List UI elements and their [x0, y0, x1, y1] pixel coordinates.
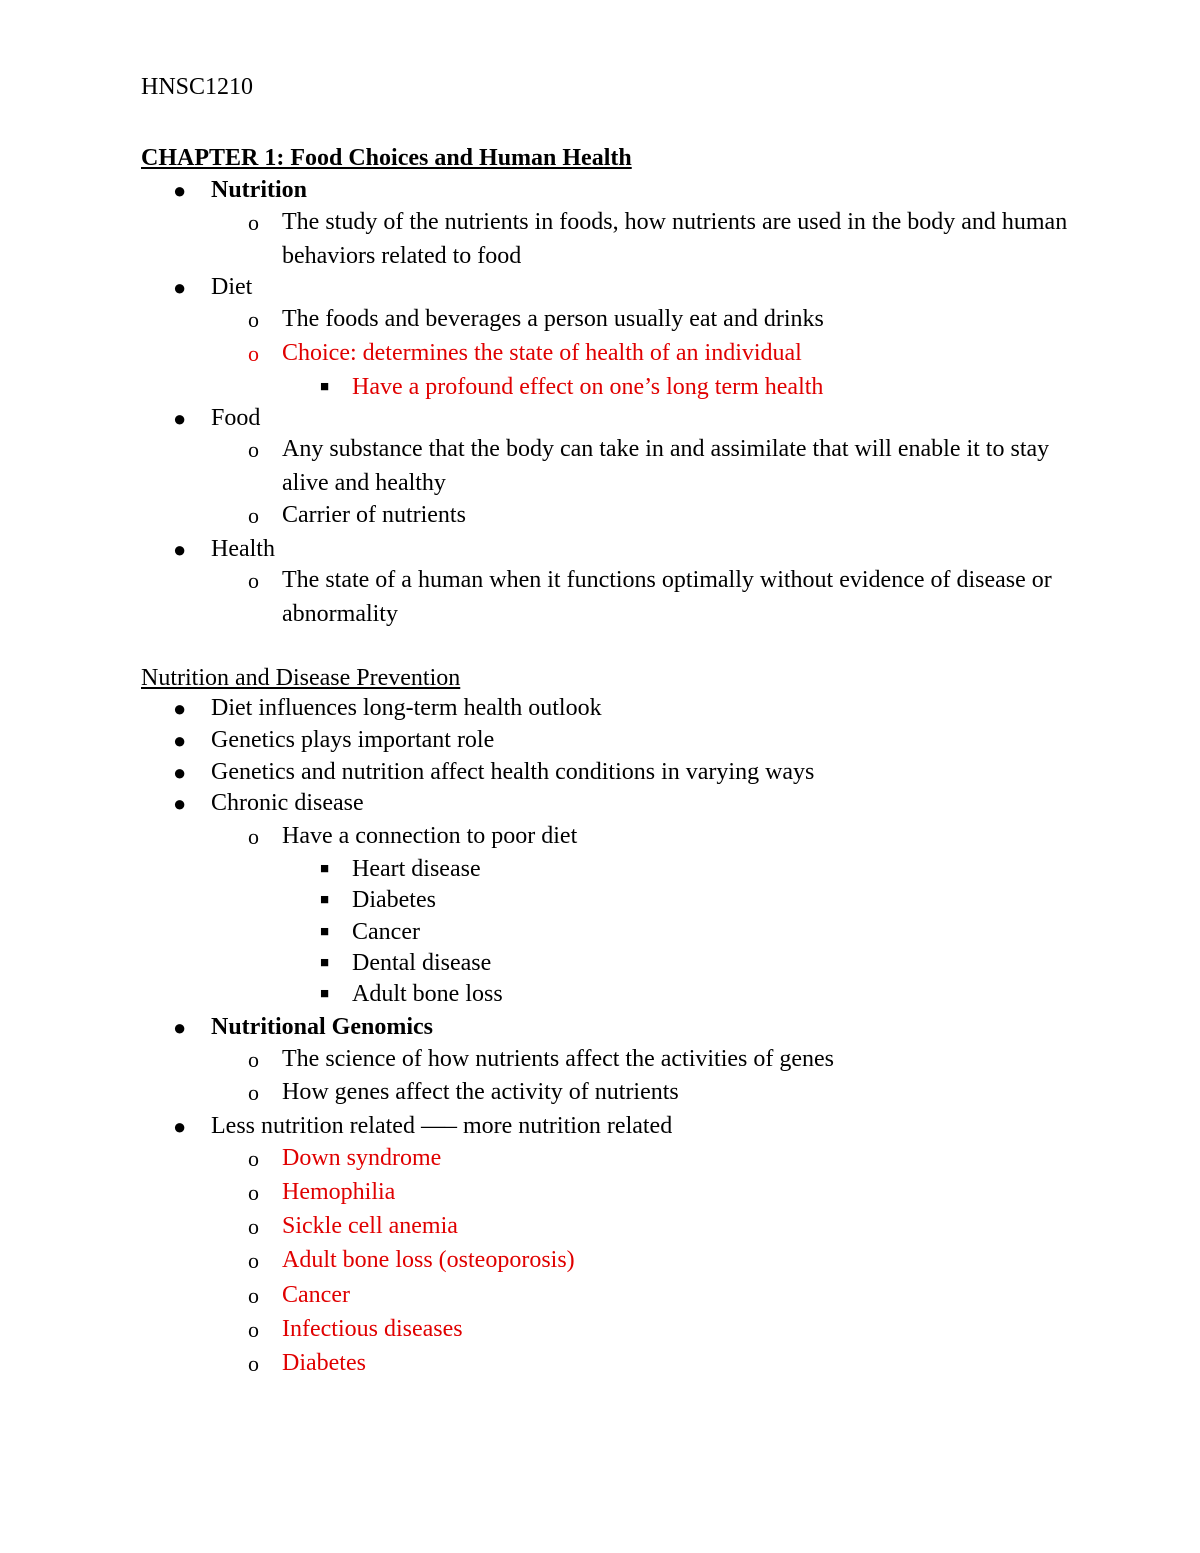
list-item: ■ Dental disease [352, 947, 491, 981]
list-item: ● Food [211, 402, 260, 436]
course-code: HNSC1210 [141, 74, 254, 100]
list-item: o Have a connection to poor diet [282, 820, 577, 854]
square-bullet-icon: ■ [320, 924, 330, 940]
list-item: o Hemophilia [282, 1176, 395, 1210]
filled-bullet-icon: ● [173, 537, 187, 562]
list-item: ● Nutrition [211, 174, 307, 208]
list-item: o Carrier of nutrients [282, 499, 466, 533]
list-item: ● Chronic disease [211, 787, 364, 821]
square-bullet-icon: ■ [320, 379, 330, 395]
hollow-circle-bullet-icon: o [248, 210, 259, 235]
filled-bullet-icon: ● [173, 275, 187, 300]
filled-bullet-icon: ● [173, 1114, 187, 1139]
hollow-circle-bullet-icon: o [248, 1351, 259, 1376]
list-item: o The study of the nutrients in foods, how nutrients are used in the body and human behaviors related to food [282, 206, 1072, 273]
filled-bullet-icon: ● [173, 696, 187, 721]
list-item: o How genes affect the activity of nutrients [282, 1076, 679, 1110]
hollow-circle-bullet-icon: o [248, 503, 259, 528]
hollow-circle-bullet-icon: o [248, 824, 259, 849]
hollow-circle-bullet-icon: o [248, 568, 259, 593]
chapter-title: CHAPTER 1: Food Choices and Human Health [141, 145, 632, 171]
list-item: ■ Cancer [352, 916, 420, 950]
hollow-circle-bullet-icon: o [248, 1080, 259, 1105]
list-item: ● Nutritional Genomics [211, 1011, 433, 1045]
list-item: o Diabetes [282, 1347, 366, 1381]
list-item: ● Less nutrition related —– more nutrition related [211, 1110, 672, 1144]
hollow-circle-bullet-icon: o [248, 307, 259, 332]
list-item: o The state of a human when it functions optimally without evidence of disease or abnormality [282, 564, 1072, 631]
filled-bullet-icon: ● [173, 1015, 187, 1040]
list-item: ■ Diabetes [352, 884, 436, 918]
hollow-circle-bullet-icon: o [248, 1317, 259, 1342]
hollow-circle-bullet-icon: o [248, 437, 259, 462]
list-item: o The foods and beverages a person usually eat and drinks [282, 303, 824, 337]
hollow-circle-bullet-icon: o [248, 1214, 259, 1239]
hollow-circle-bullet-icon: o [248, 1146, 259, 1171]
list-item: ● Genetics plays important role [211, 724, 494, 758]
list-item: o Any substance that the body can take in and assimilate that will enable it to stay alive and healthy [282, 433, 1072, 500]
filled-bullet-icon: ● [173, 791, 187, 816]
list-item: ● Genetics and nutrition affect health conditions in varying ways [211, 756, 814, 790]
list-item: ■ Have a profound effect on one’s long term health [352, 371, 823, 405]
square-bullet-icon: ■ [320, 861, 330, 877]
section-title: Nutrition and Disease Prevention [141, 665, 461, 691]
square-bullet-icon: ■ [320, 955, 330, 971]
hollow-circle-bullet-icon: o [248, 1248, 259, 1273]
hollow-circle-bullet-icon: o [248, 1283, 259, 1308]
list-item: ■ Adult bone loss [352, 978, 503, 1012]
list-item: ● Diet influences long-term health outlook [211, 692, 602, 726]
hollow-circle-bullet-icon: o [248, 1047, 259, 1072]
list-item: ● Health [211, 533, 275, 567]
hollow-circle-bullet-icon: o [248, 341, 259, 366]
list-item: o Down syndrome [282, 1142, 441, 1176]
hollow-circle-bullet-icon: o [248, 1180, 259, 1205]
square-bullet-icon: ■ [320, 892, 330, 908]
filled-bullet-icon: ● [173, 406, 187, 431]
list-item: o Cancer [282, 1279, 350, 1313]
list-item: o The science of how nutrients affect the activities of genes [282, 1043, 834, 1077]
filled-bullet-icon: ● [173, 728, 187, 753]
list-item: o Adult bone loss (osteoporosis) [282, 1244, 575, 1278]
list-item: o Infectious diseases [282, 1313, 463, 1347]
list-item: o Choice: determines the state of health of an individual [282, 337, 802, 371]
filled-bullet-icon: ● [173, 760, 187, 785]
square-bullet-icon: ■ [320, 986, 330, 1002]
list-item: ■ Heart disease [352, 853, 481, 887]
filled-bullet-icon: ● [173, 178, 187, 203]
list-item: o Sickle cell anemia [282, 1210, 458, 1244]
list-item: ● Diet [211, 271, 252, 305]
